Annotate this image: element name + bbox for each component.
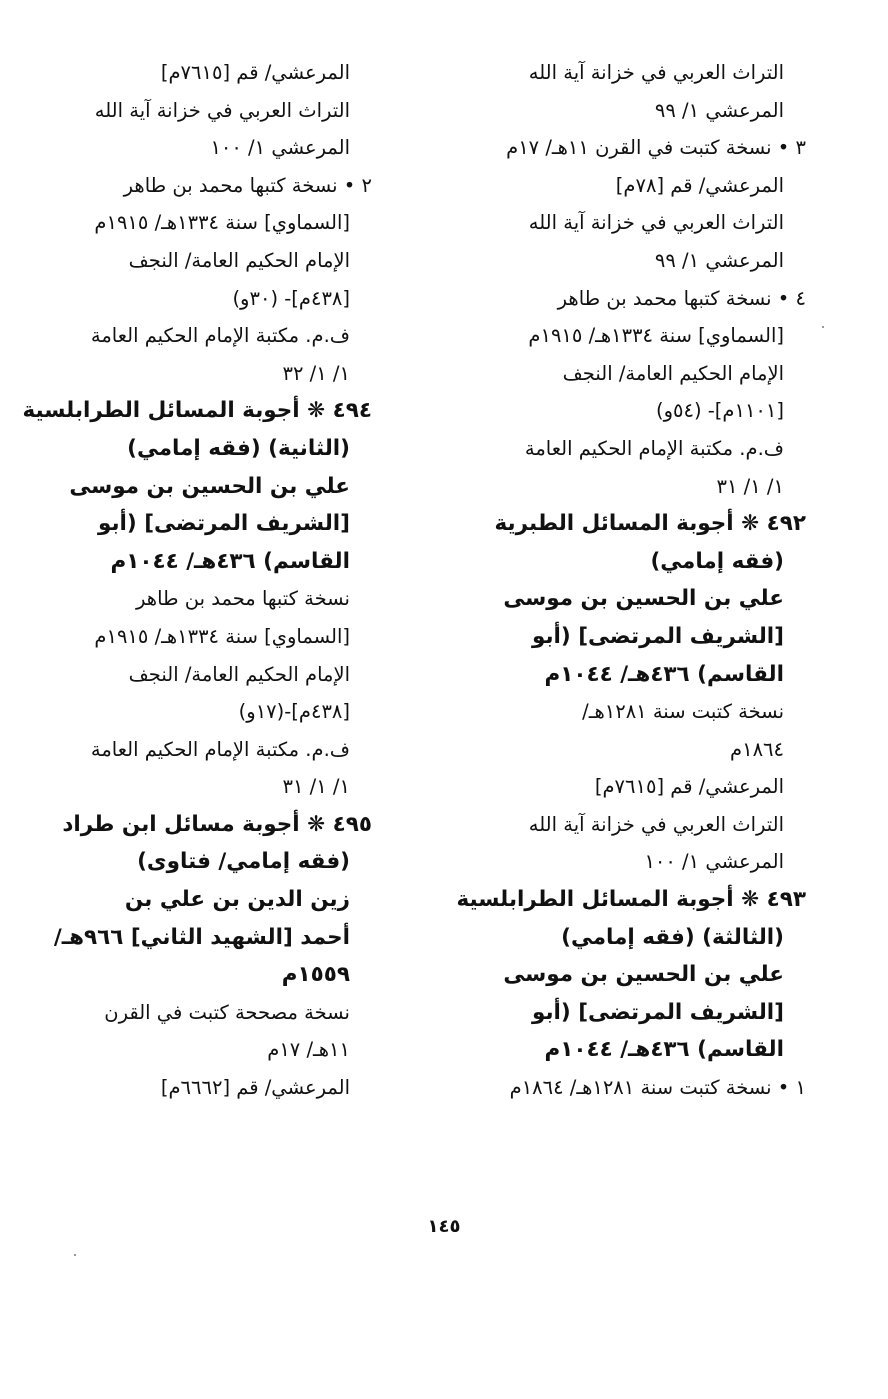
text-line: (الثالثة) (فقه إمامي) — [561, 924, 784, 950]
text-line: القاسم) ٤٣٦هـ/ ١٠٤٤م — [544, 661, 784, 687]
text-line: (فقه إمامي/ فتاوى) — [137, 849, 350, 875]
text-line: التراث العربي في خزانة آية الله — [528, 812, 784, 836]
text-line: ١/ ١/ ٣١ — [716, 474, 784, 498]
text-line: المرعشي ١/ ١٠٠ — [210, 136, 350, 160]
text-line: علي بن الحسين بن موسى — [503, 962, 784, 988]
text-line: ف.م. مكتبة الإمام الحكيم العامة — [90, 324, 350, 348]
scan-speck — [74, 1254, 76, 1256]
text-line: نسخة مصححة كتبت في القرن — [104, 1000, 350, 1024]
text-line: المرعشي ١/ ٩٩ — [654, 98, 784, 122]
text-line: التراث العربي في خزانة آية الله — [94, 98, 350, 122]
text-line: المرعشي/ قم [٧٦١٥م] — [160, 61, 350, 84]
text-line: ١ • نسخة كتبت سنة ١٢٨١هـ/ ١٨٦٤م — [509, 1076, 806, 1100]
page-number: ١٤٥ — [427, 1216, 461, 1237]
left-column — [22, 54, 372, 1107]
text-line: [الشريف المرتضى] (أبو — [532, 623, 784, 649]
text-line: المرعشي/ قم [٧٨م] — [615, 173, 784, 197]
text-line: الإمام الحكيم العامة/ النجف — [128, 662, 350, 686]
text-line: ف.م. مكتبة الإمام الحكيم العامة — [524, 436, 784, 460]
text-line: ١٥٥٩م — [281, 962, 350, 988]
text-line: (فقه إمامي) — [650, 548, 784, 574]
text-line: ٢ • نسخة كتبها محمد بن طاهر — [123, 173, 372, 197]
text-line: المرعشي ١/ ١٠٠ — [644, 850, 784, 874]
text-line: علي بن الحسين بن موسى — [69, 473, 350, 499]
text-line: المرعشي ١/ ٩٩ — [654, 248, 784, 272]
text-line: أحمد [الشهيد الثاني] ٩٦٦هـ/ — [53, 924, 350, 950]
text-line: [السماوي] سنة ١٣٣٤هـ/ ١٩١٥م — [94, 211, 350, 235]
text-line: نسخة كتبت سنة ١٢٨١هـ/ — [582, 700, 784, 724]
text-line: [الشريف المرتضى] (أبو — [98, 511, 350, 537]
text-line: المرعشي/ قم [٧٦١٥م] — [594, 775, 784, 799]
text-line: ١١هـ/ ١٧م — [267, 1038, 350, 1062]
entry-heading: ٤٩٣ ❋ أجوبة المسائل الطرابلسية — [456, 887, 806, 913]
text-line: ف.م. مكتبة الإمام الحكيم العامة — [90, 737, 350, 761]
text-line: ٣ • نسخة كتبت في القرن ١١هـ/ ١٧م — [506, 136, 806, 160]
text-line: [٤٣٨م]-(١٧و) — [238, 700, 350, 724]
text-line: ١/ ١/ ٣١ — [282, 775, 350, 799]
right-column — [456, 54, 806, 1107]
text-line: علي بن الحسين بن موسى — [503, 586, 784, 612]
scan-speck — [822, 326, 824, 328]
entry-heading: ٤٩٢ ❋ أجوبة المسائل الطبرية — [494, 511, 806, 537]
text-line: القاسم) ٤٣٦هـ/ ١٠٤٤م — [110, 548, 350, 574]
text-line: التراث العربي في خزانة آية الله — [528, 211, 784, 235]
text-line: ٤ • نسخة كتبها محمد بن طاهر — [557, 286, 806, 310]
text-line: القاسم) ٤٣٦هـ/ ١٠٤٤م — [544, 1037, 784, 1063]
text-line: [السماوي] سنة ١٣٣٤هـ/ ١٩١٥م — [528, 324, 784, 348]
text-line: التراث العربي في خزانة آية الله — [528, 61, 784, 84]
text-line: المرعشي/ قم [٦٦٦٢م] — [160, 1076, 350, 1100]
text-line: (الثانية) (فقه إمامي) — [127, 435, 350, 461]
text-line: [الشريف المرتضى] (أبو — [532, 999, 784, 1025]
text-line: زين الدين بن علي بن — [124, 887, 350, 913]
text-line: الإمام الحكيم العامة/ النجف — [128, 248, 350, 272]
entry-heading: ٤٩٤ ❋ أجوبة المسائل الطرابلسية — [22, 398, 372, 424]
text-line: [السماوي] سنة ١٣٣٤هـ/ ١٩١٥م — [94, 624, 350, 648]
text-line: [٤٣٨م]- (٣٠و) — [232, 286, 350, 310]
text-line: الإمام الحكيم العامة/ النجف — [562, 361, 784, 385]
entry-heading: ٤٩٥ ❋ أجوبة مسائل ابن طراد — [62, 811, 372, 837]
text-line: ١٨٦٤م — [730, 737, 784, 761]
text-line: ١/ ١/ ٣٢ — [282, 361, 350, 385]
text-line: نسخة كتبها محمد بن طاهر — [136, 587, 350, 611]
text-line: [١١٠١م]- (٥٤و) — [655, 399, 784, 423]
